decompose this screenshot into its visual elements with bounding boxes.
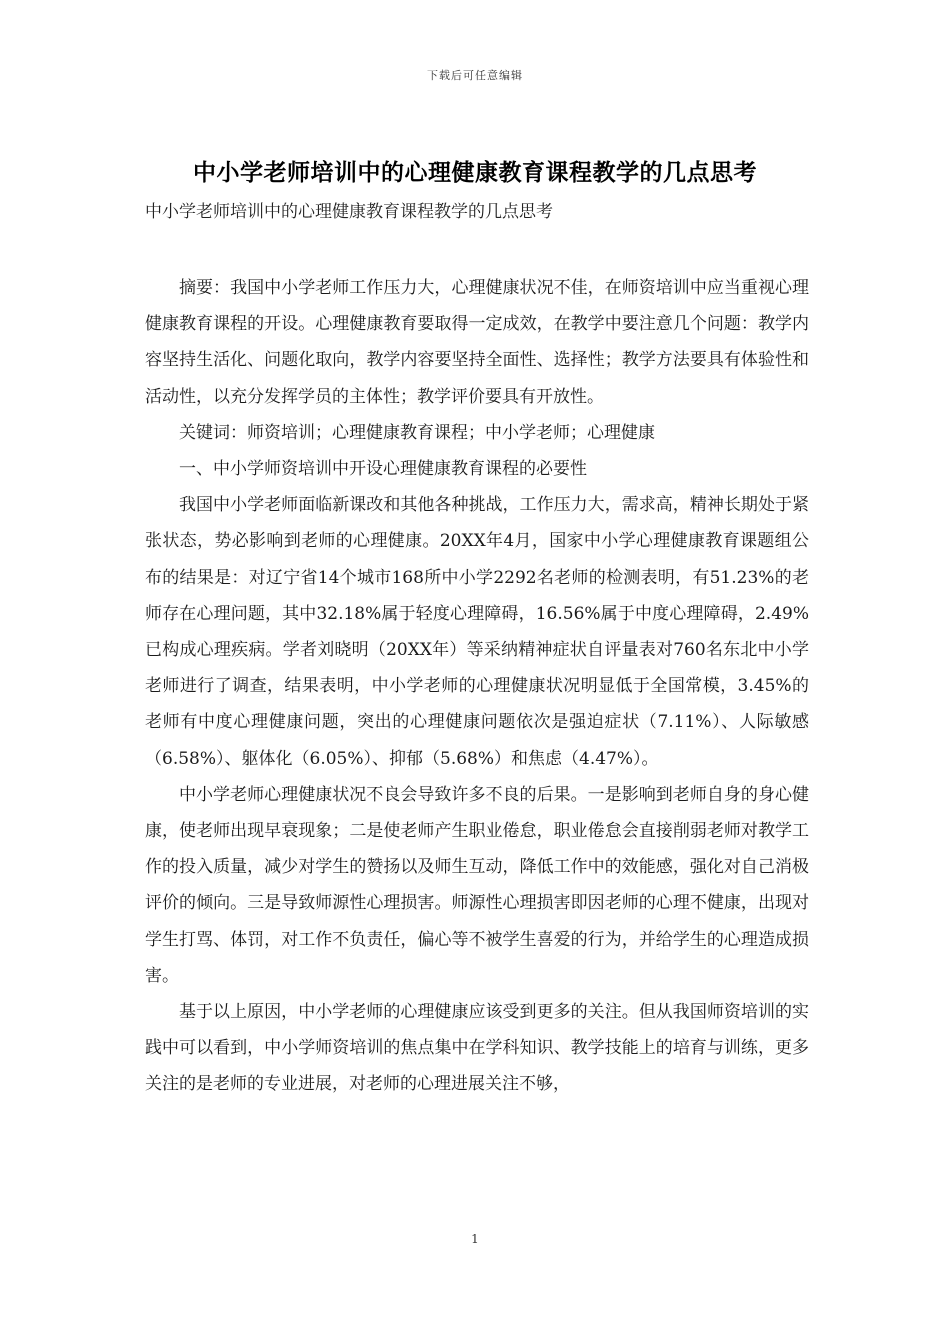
- body-paragraph: 我国中小学老师面临新课改和其他各种挑战，工作压力大，需求高，精神长期处于紧张状态，势必影响到老师的心理健康。20XX年4月，国家中小学心理健康教育课题组公布的结果是：对辽宁省14个城市168所中小学2292名老师的检测表明，有51.23%的老师存在心理问题，其中32.18%属于轻度心理障碍，16.56%属于中度心理障碍，2.49%已构成心理疾病。学者刘晓明（20XX年）等采纳精神症状自评量表对760名东北中小学老师进行了调查，结果表明，中小学老师的心理健康状况明显低于全国常模，3.45%的老师有中度心理健康问题，突出的心理健康问题依次是强迫症状（7.11%）、人际敏感（6.58%）、躯体化（6.05%）、抑郁（5.68%）和焦虑（4.47%）。: [145, 495, 809, 769]
- header-note: 下载后可任意编辑: [427, 69, 523, 82]
- body-paragraph: 中小学老师心理健康状况不良会导致许多不良的后果。一是影响到老师自身的身心健康，使老师出现早衰现象；二是使老师产生职业倦怠，职业倦怠会直接削弱老师对教学工作的投入质量，减少对学生的赞扬以及师生互动，降低工作中的效能感，强化对自己消极评价的倾向。三是导致师源性心理损害。师源性心理损害即因老师的心理不健康，出现对学生打骂、体罚，对工作不负责任，偏心等不被学生喜爱的行为，并给学生的心理造成损害。: [145, 784, 809, 986]
- body-paragraph: 基于以上原因，中小学老师的心理健康应该受到更多的关注。但从我国师资培训的实践中可以看到，中小学师资培训的焦点集中在学科知识、教学技能上的培育与训练，更多关注的是老师的专业进展，对老师的心理进展关注不够，: [145, 1002, 809, 1095]
- document-body: [145, 270, 809, 1103]
- keywords-paragraph: 关键词：师资培训；心理健康教育课程；中小学老师；心理健康: [179, 422, 655, 443]
- document-subtitle: 中小学老师培训中的心理健康教育课程教学的几点思考: [145, 202, 553, 222]
- document-title: 中小学老师培训中的心理健康教育课程教学的几点思考: [193, 159, 757, 186]
- abstract-paragraph: 摘要：我国中小学老师工作压力大，心理健康状况不佳，在师资培训中应当重视心理健康教育课程的开设。心理健康教育要取得一定成效，在教学中要注意几个问题：教学内容坚持生活化、问题化取向，教学内容要坚持全面性、选择性；教学方法要具有体验性和活动性，以充分发挥学员的主体性；教学评价要具有开放性。: [145, 278, 809, 407]
- page-number: 1: [471, 1232, 479, 1246]
- section-heading: 一、中小学师资培训中开设心理健康教育课程的必要性: [179, 459, 587, 480]
